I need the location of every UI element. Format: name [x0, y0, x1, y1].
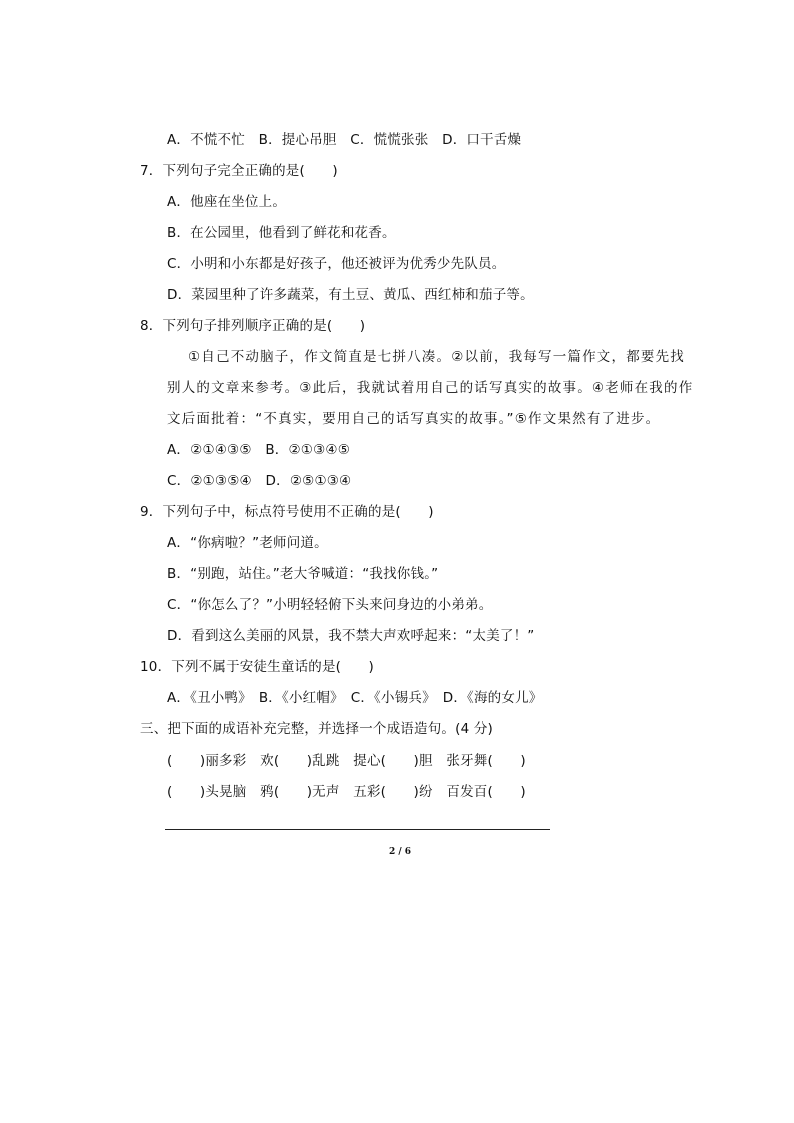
q10-options: A．《丑小鸭》 B．《小红帽》 C．《小锡兵》 D．《海的女儿》	[167, 690, 543, 706]
q7-option-d: D．菜园里种了许多蔬菜，有土豆、黄瓜、西红柿和茄子等。	[167, 287, 534, 303]
q8-options-cd: C．②①③⑤④ D．②⑤①③④	[167, 473, 352, 489]
q8-stem: 8．下列句子排列顺序正确的是( )	[140, 318, 366, 334]
q7-option-a: A．他座在坐位上。	[167, 194, 287, 210]
q9-option-a: A．“你病啦？”老师问道。	[167, 535, 328, 551]
q8-passage-line-3: 文后面批着：“不真实，要用自己的话写真实的故事。”⑤作文果然有了进步。	[167, 411, 661, 427]
q10-stem: 10．下列不属于安徒生童话的是( )	[140, 659, 375, 675]
q7-stem: 7．下列句子完全正确的是( )	[140, 163, 338, 179]
section-3-title: 三、把下面的成语补充完整，并选择一个成语造句。(4 分)	[140, 721, 494, 737]
idiom-row-2: ( )头晃脑 鸦( )无声 五彩( )纷 百发百( )	[167, 784, 526, 800]
q9-option-d: D．看到这么美丽的风景，我不禁大声欢呼起来：“太美了！”	[167, 628, 535, 644]
q6-options: A．不慌不忙 B．提心吊胆 C．慌慌张张 D．口干舌燥	[167, 132, 522, 148]
q8-passage-line-2: 别人的文章来参考。③此后，我就试着用自己的话写真实的故事。④老师在我的作	[167, 380, 694, 396]
q7-option-b: B．在公园里，他看到了鲜花和花香。	[167, 225, 396, 241]
idiom-row-1: ( )丽多彩 欢( )乱跳 提心( )胆 张牙舞( )	[167, 753, 526, 769]
q7-option-c: C．小明和小东都是好孩子，他还被评为优秀少先队员。	[167, 256, 506, 272]
q9-stem: 9．下列句子中，标点符号使用不正确的是( )	[140, 504, 434, 520]
q8-passage-line-1: ①自己不动脑子，作文简直是七拼八凑。②以前，我每写一篇作文，都要先找	[188, 349, 686, 365]
footer-divider	[165, 829, 550, 830]
q8-options-ab: A．②①④③⑤ B．②①③④⑤	[167, 442, 351, 458]
page-number: 2 / 6	[388, 847, 412, 857]
q9-option-c: C．“你怎么了？”小明轻轻俯下头来问身边的小弟弟。	[167, 597, 493, 613]
q9-option-b: B．“别跑，站住。”老大爷喊道：“我找你钱。”	[167, 566, 439, 582]
